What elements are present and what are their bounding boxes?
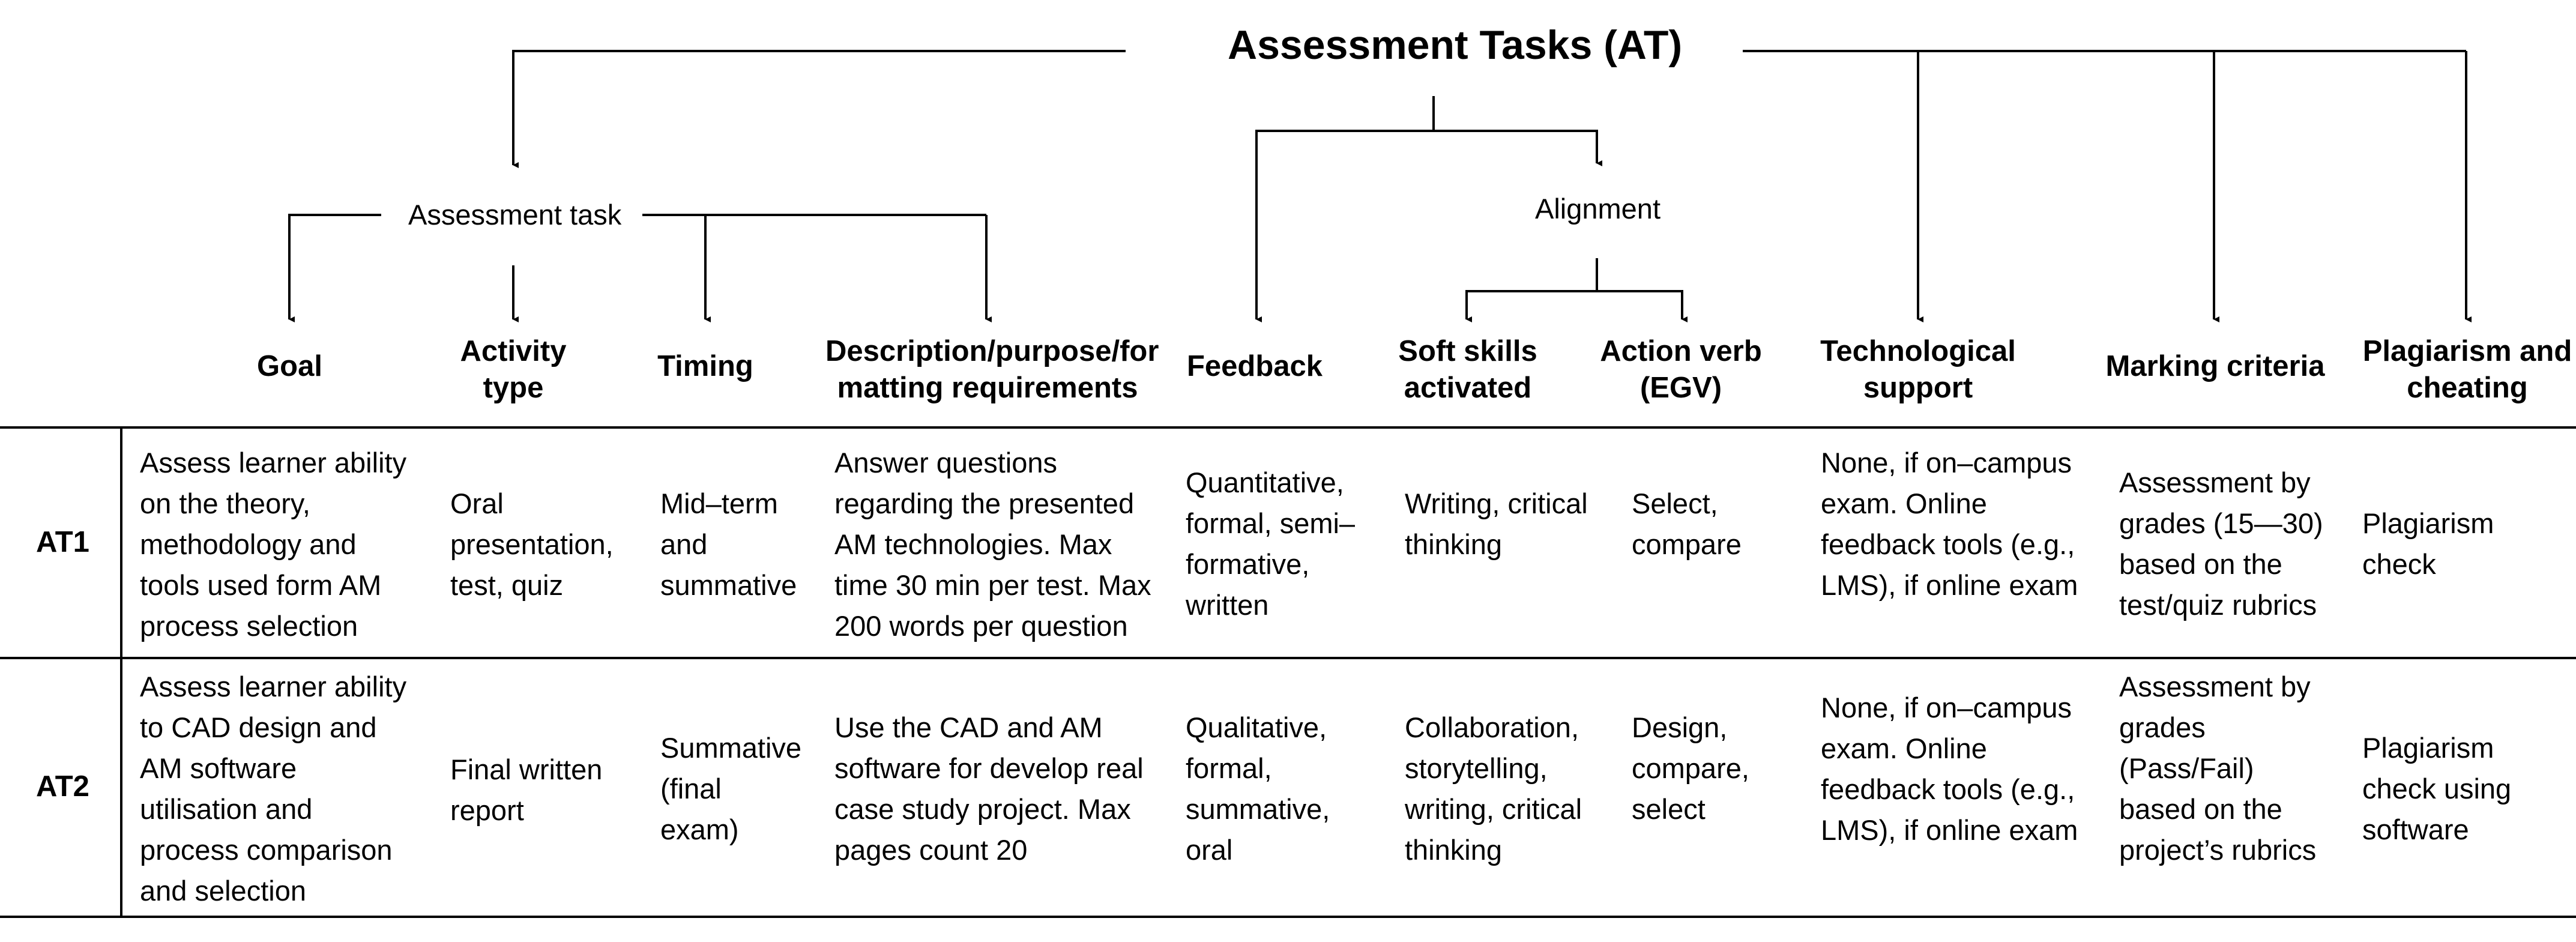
- cell-at1-marking-criteria: Assessment by grades (15—30) based on the test/quiz rubrics: [2119, 466, 2323, 621]
- column-header-plagiarism: Plagiarism and cheating: [2362, 335, 2572, 404]
- column-header-goal: Goal: [257, 350, 322, 382]
- row-label-at1: AT1: [36, 526, 89, 558]
- branch-label-alignment: Alignment: [1535, 193, 1661, 225]
- cell-at1-plagiarism: Plagiarism check: [2362, 507, 2494, 580]
- connector-title-to-assessment-task: [513, 51, 1126, 165]
- cell-at2-marking-criteria: Assessment by grades (Pass/Fail) based on the project’s rubrics: [2119, 671, 2317, 866]
- cell-at1-goal: Assess learner ability on the theory, methodology and tools used form AM process selection: [140, 447, 407, 642]
- column-header-activity-type: Activity type: [460, 335, 567, 404]
- connector-center-to-feedback: [1256, 131, 1434, 319]
- connector-alignment-to-soft-skills: [1467, 291, 1597, 319]
- column-header-feedback: Feedback: [1186, 350, 1323, 382]
- cell-at2-soft-skills: Collaboration, storytelling, writing, critical thinking: [1405, 711, 1582, 866]
- cell-at2-technological-support: None, if on–campus exam. Online feedback tools (e.g., LMS), if online exam: [1821, 692, 2078, 846]
- cell-at1-feedback: Quantitative, formal, semi–formative, written: [1186, 466, 1356, 621]
- column-header-technological-support: Technological support: [1820, 335, 2016, 404]
- cell-at1-description: Answer questions regarding the presented AM technologies. Max time 30 min per test. Max 200 words per question: [834, 447, 1151, 642]
- connector-center-to-alignment: [1434, 131, 1597, 163]
- cell-at1-technological-support: None, if on–campus exam. Online feedback tools (e.g., LMS), if online exam: [1821, 447, 2078, 601]
- cell-at2-action-verb: Design, compare, select: [1632, 711, 1749, 825]
- cell-at1-soft-skills: Writing, critical thinking: [1405, 488, 1588, 560]
- cell-at1-timing: Mid–term and summative: [660, 488, 797, 601]
- branch-label-assessment-task: Assessment task: [408, 199, 622, 231]
- cell-at2-goal: Assess learner ability to CAD design and AM software utilisation and process comparison and selection: [140, 671, 407, 907]
- row-label-at2: AT2: [36, 770, 89, 803]
- column-header-description: Description/purpose/for matting requirements: [825, 335, 1159, 404]
- column-header-marking-criteria: Marking criteria: [2105, 350, 2325, 382]
- cell-at1-action-verb: Select, compare: [1632, 488, 1742, 560]
- column-header-timing: Timing: [657, 350, 753, 382]
- cell-at1-activity-type: Oral presentation, test, quiz: [450, 488, 614, 601]
- column-header-soft-skills: Soft skills activated: [1398, 335, 1537, 404]
- diagram-title: Assessment Tasks (AT): [1228, 22, 1683, 68]
- cell-at2-description: Use the CAD and AM software for develop real case study project. Max pages count 20: [834, 711, 1144, 866]
- cell-at2-timing: Summative (final exam): [660, 732, 802, 845]
- cell-at2-plagiarism: Plagiarism check using software: [2362, 732, 2512, 845]
- cell-at2-activity-type: Final written report: [450, 753, 603, 826]
- cell-at2-feedback: Qualitative, formal, summative, oral: [1186, 711, 1330, 866]
- connector-assessment-task-to-goal: [289, 215, 381, 319]
- connector-alignment-to-action-verb: [1597, 291, 1682, 319]
- column-header-action-verb: Action verb (EGV): [1600, 335, 1762, 404]
